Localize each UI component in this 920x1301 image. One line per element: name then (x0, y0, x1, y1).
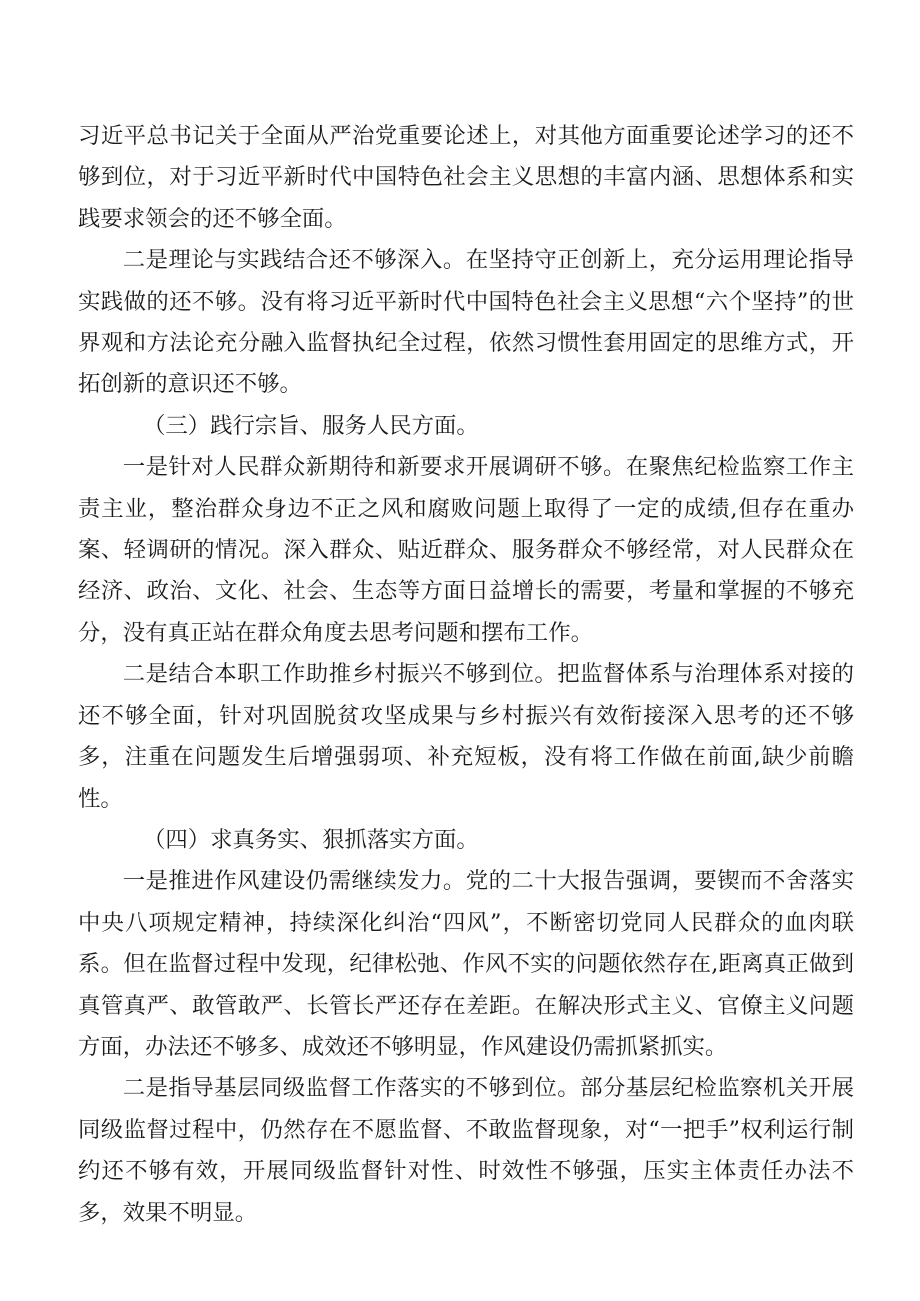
paragraph-theory-practice: 二是理论与实践结合还不够深入。在坚持守正创新上，充分运用理论指导实践做的还不够。没有将习近平新时代中国特色社会主义思想“六个坚持”的世界观和方法论充分融入监督执纪全过程，依然习惯性套用固定的思维方式，开拓创新的意识还不够。 (78, 247, 854, 398)
section-heading-3: （三）践行宗旨、服务人民方面。 (142, 412, 479, 439)
paragraph-continued: 习近平总书记关于全面从严治党重要论述上，对其他方面重要论述学习的还不够到位，对于习近平新时代中国特色社会主义思想的丰富内涵、思想体系和实践要求领会的还不够全面。 (78, 123, 854, 232)
paragraph-rural-revitalization: 二是结合本职工作助推乡村振兴不够到位。把监督体系与治理体系对接的还不够全面，针对巩固脱贫攻坚成果与乡村振兴有效衔接深入思考的还不够多，注重在问题发生后增强弱项、补充短板，没有将工作做在前面,缺少前瞻性。 (78, 661, 854, 812)
paragraph-peer-supervision: 二是指导基层同级监督工作落实的不够到位。部分基层纪检监察机关开展同级监督过程中，仍然存在不愿监督、不敢监督现象，对“一把手”权利运行制约还不够有效，开展同级监督针对性、时效性不够强，压实主体责任办法不多，效果不明显。 (78, 1075, 854, 1226)
section-heading-4: （四）求真务实、狠抓落实方面。 (142, 826, 479, 853)
paragraph-work-style: 一是推进作风建设仍需继续发力。党的二十大报告强调，要锲而不舍落实中央八项规定精神，持续深化纠治“四风”，不断密切党同人民群众的血肉联系。但在监督过程中发现，纪律松弛、作风不实的问题依然存在,距离真正做到真管真严、敢管敢严、长管长严还存在差距。在解决形式主义、官僚主义问题方面，办法还不够多、成效还不够明显，作风建设仍需抓紧抓实。 (78, 868, 854, 1060)
paragraph-research: 一是针对人民群众新期待和新要求开展调研不够。在聚焦纪检监察工作主责主业，整治群众身边不正之风和腐败问题上取得了一定的成绩,但存在重办案、轻调研的情况。深入群众、贴近群众、服务群众不够经常，对人民群众在经济、政治、文化、社会、生态等方面日益增长的需要，考量和掌握的不够充分，没有真正站在群众角度去思考问题和摆布工作。 (78, 454, 854, 646)
document-body (78, 116, 854, 1234)
